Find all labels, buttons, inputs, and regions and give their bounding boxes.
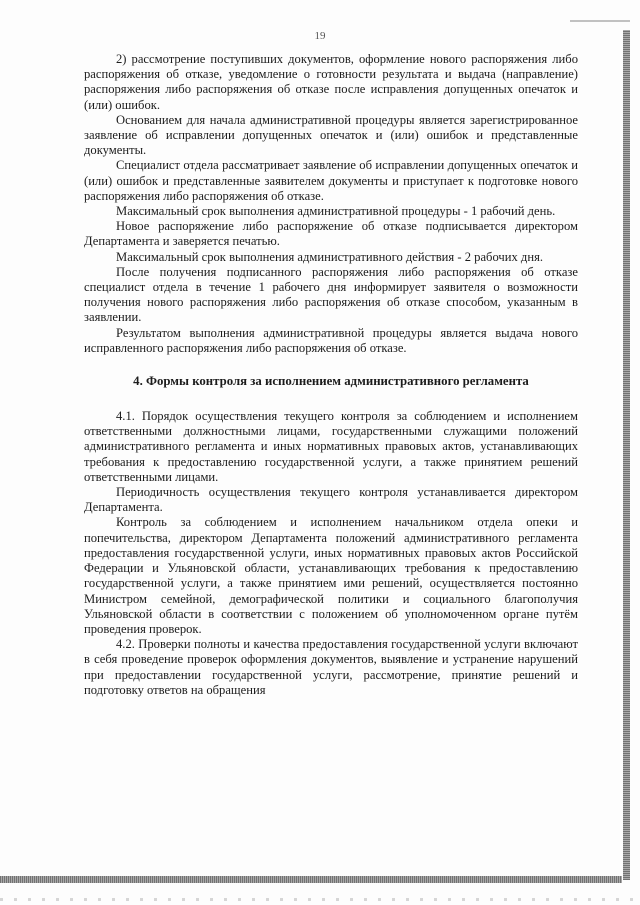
scan-artifact-right-edge <box>623 30 630 880</box>
paragraph: Максимальный срок выполнения административного действия - 2 рабочих дня. <box>116 249 544 264</box>
paragraph: 4.1. Порядок осуществления текущего контроля за соблюдением и исполнением ответственными должностными лицами, государственными служащими положений административного регламента и иных нормативных правовых актов, устанавливающих требования к предоставлению государственной услуги, а также принятием решений ответственными лицами. <box>84 409 578 484</box>
paragraph: Контроль за соблюдением и исполнением начальником отдела опеки и попечительства, директором Департамента положений административного регламента предоставления государственной услуги, иных нормативных правовых актов Российской Федерации и Ульяновской области, устанавливающих требования к предоставлению государственной услуги, а также принятием ими решений, осуществляется постоянно Министром семейной, демографической политики и социального благополучия Ульяновской области в соответствии с положением об уполномоченном органе путём проведения проверок. <box>84 515 578 636</box>
paragraph: После получения подписанного распоряжения либо распоряжения об отказе специалист отдела в течение 1 рабочего дня информирует заявителя о возможности получения нового распоряжения либо распоряжения об отказе способом, указанным в заявлении. <box>84 264 578 325</box>
scan-artifact-bottom-marks <box>0 898 640 901</box>
paragraph: Специалист отдела рассматривает заявление об исправлении допущенных опечаток и (или) ошибок и представленные заявителем документы и приступает к подготовке нового распоряжения либо распоряжения об отказе. <box>84 158 578 203</box>
scan-artifact-bottom-edge <box>0 876 622 883</box>
page-number: 19 <box>314 30 326 42</box>
section-heading: 4. Формы контроля за исполнением административного регламента <box>133 374 529 389</box>
paragraph: Максимальный срок выполнения административной процедуры - 1 рабочий день. <box>116 204 556 219</box>
paragraph: Основанием для начала административной процедуры является зарегистрированное заявление об исправлении допущенных опечаток и (или) ошибок и представленные документы. <box>84 112 578 158</box>
paragraph: Результатом выполнения административной процедуры является выдача нового исправленного распоряжения либо распоряжения об отказе. <box>84 325 578 355</box>
paragraph: Периодичность осуществления текущего контроля устанавливается директором Департамента. <box>84 485 578 515</box>
paragraph: Новое распоряжение либо распоряжение об отказе подписывается директором Департамента и заверяется печатью. <box>84 219 578 249</box>
paragraph: 4.2. Проверки полноты и качества предоставления государственной услуги включают в себя проведение проверок оформления документов, выявление и устранение нарушений при предоставлении государственной услуги, рассмотрение, принятие решений и подготовку ответов на обращения <box>84 637 578 697</box>
scan-artifact-top <box>570 20 630 22</box>
document-body <box>84 52 578 698</box>
paragraph: 2) рассмотрение поступивших документов, оформление нового распоряжения либо распоряжения об отказе, уведомление о готовности результата и выдача (направление) распоряжения либо распоряжения об отказе после исправления допущенных опечаток и (или) ошибок. <box>84 52 578 112</box>
